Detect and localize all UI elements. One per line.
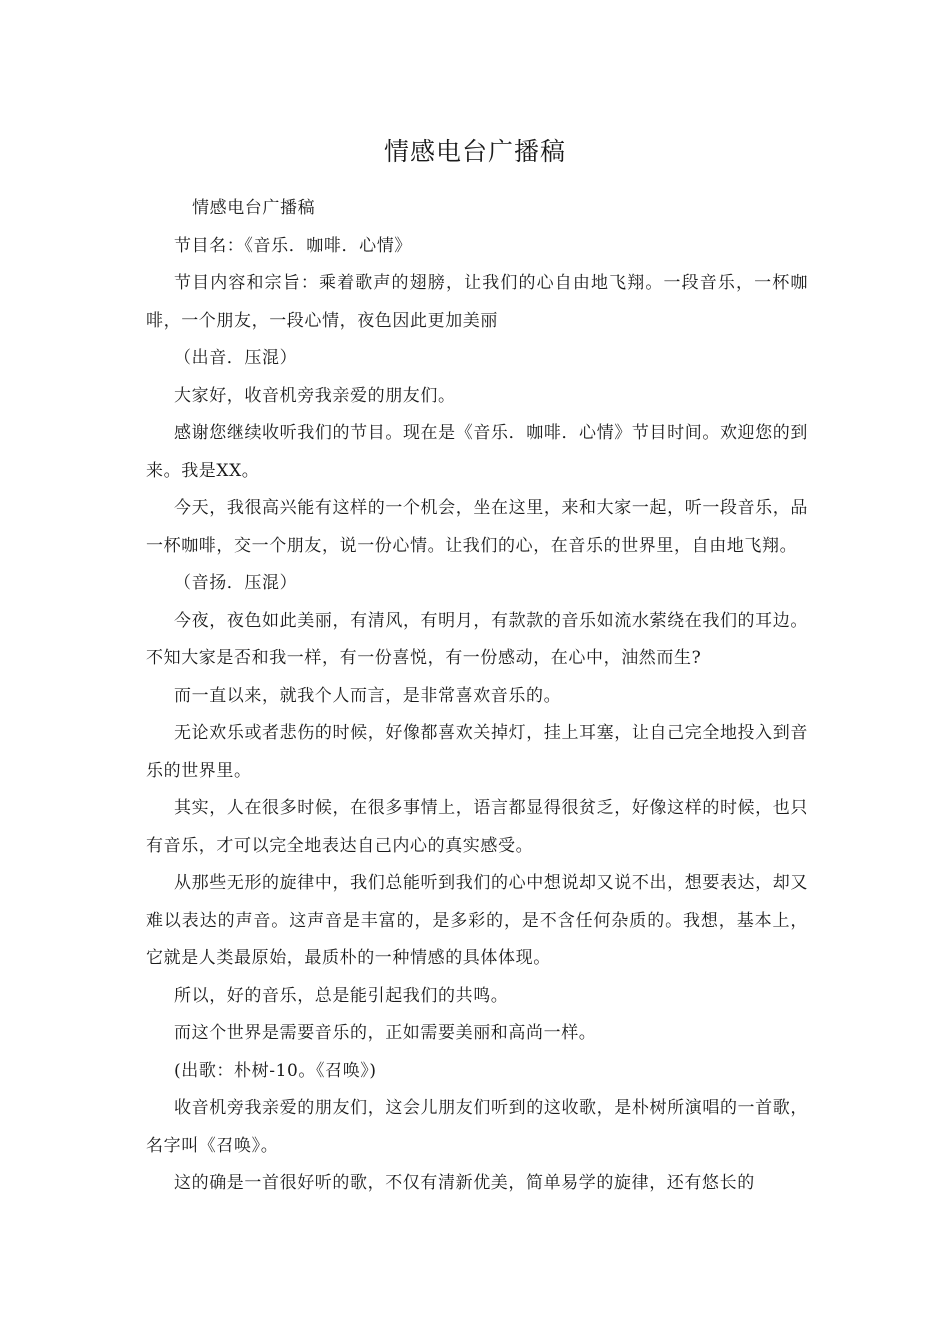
paragraph-stage-direction: （出音．压混）	[174, 348, 298, 368]
document-body	[146, 190, 808, 1203]
paragraph-song-intro: 收音机旁我亲爱的朋友们，这会儿朋友们听到的这收歌，是朴树所演唱的一首歌，名字叫《召唤》。	[146, 1098, 808, 1156]
paragraph-program-name: 节目名：《音乐．咖啡．心情》	[174, 235, 412, 256]
paragraph-program-purpose: 节目内容和宗旨：乘着歌声的翅膀，让我们的心自由地飞翔。一段音乐，一杯咖啡，一个朋友，一段心情，夜色因此更加美丽	[146, 273, 808, 331]
paragraph-stage-direction: （音扬．压混）	[174, 573, 298, 593]
paragraph-tonight: 今夜，夜色如此美丽，有清风，有明月，有款款的音乐如流水萦绕在我们的耳边。不知大家是否和我一样，有一份喜悦，有一份感动，在心中，油然而生?	[146, 610, 808, 668]
paragraph-melody: 从那些无形的旋律中，我们总能听到我们的心中想说却又说不出，想要表达，却又难以表达的声音。这声音是丰富的，是多彩的，是不含任何杂质的。我想，基本上，它就是人类最原始，最质朴的一种情感的具体体现。	[146, 873, 808, 968]
document-title: 情感电台广播稿	[383, 137, 566, 166]
paragraph-language: 其实，人在很多时候，在很多事情上，语言都显得很贫乏，好像这样的时候，也只有音乐，才可以完全地表达自己内心的真实感受。	[146, 798, 808, 856]
paragraph-joy-sorrow: 无论欢乐或者悲伤的时候，好像都喜欢关掉灯，挂上耳塞，让自己完全地投入到音乐的世界里。	[146, 723, 808, 781]
paragraph-personal: 而一直以来，就我个人而言，是非常喜欢音乐的。	[174, 685, 562, 706]
paragraph-today: 今天，我很高兴能有这样的一个机会，坐在这里，来和大家一起，听一段音乐，品一杯咖啡，交一个朋友，说一份心情。让我们的心，在音乐的世界里，自由地飞翔。	[146, 498, 808, 556]
paragraph-world: 而这个世界是需要音乐的，正如需要美丽和高尚一样。	[174, 1023, 597, 1043]
paragraph-song-cue: (出歌：朴树-10。《召唤》)	[174, 1060, 377, 1081]
paragraph-greeting: 大家好，收音机旁我亲爱的朋友们。	[174, 385, 456, 406]
paragraph-song-comment: 这的确是一首很好听的歌，不仅有清新优美，简单易学的旋律，还有悠长的	[174, 1173, 755, 1193]
paragraph-subtitle: 情感电台广播稿	[192, 198, 316, 218]
paragraph-welcome: 感谢您继续收听我们的节目。现在是《音乐．咖啡．心情》节目时间。欢迎您的到来。我是XX。	[146, 423, 808, 481]
paragraph-resonance: 所以，好的音乐，总是能引起我们的共鸣。	[174, 985, 509, 1006]
